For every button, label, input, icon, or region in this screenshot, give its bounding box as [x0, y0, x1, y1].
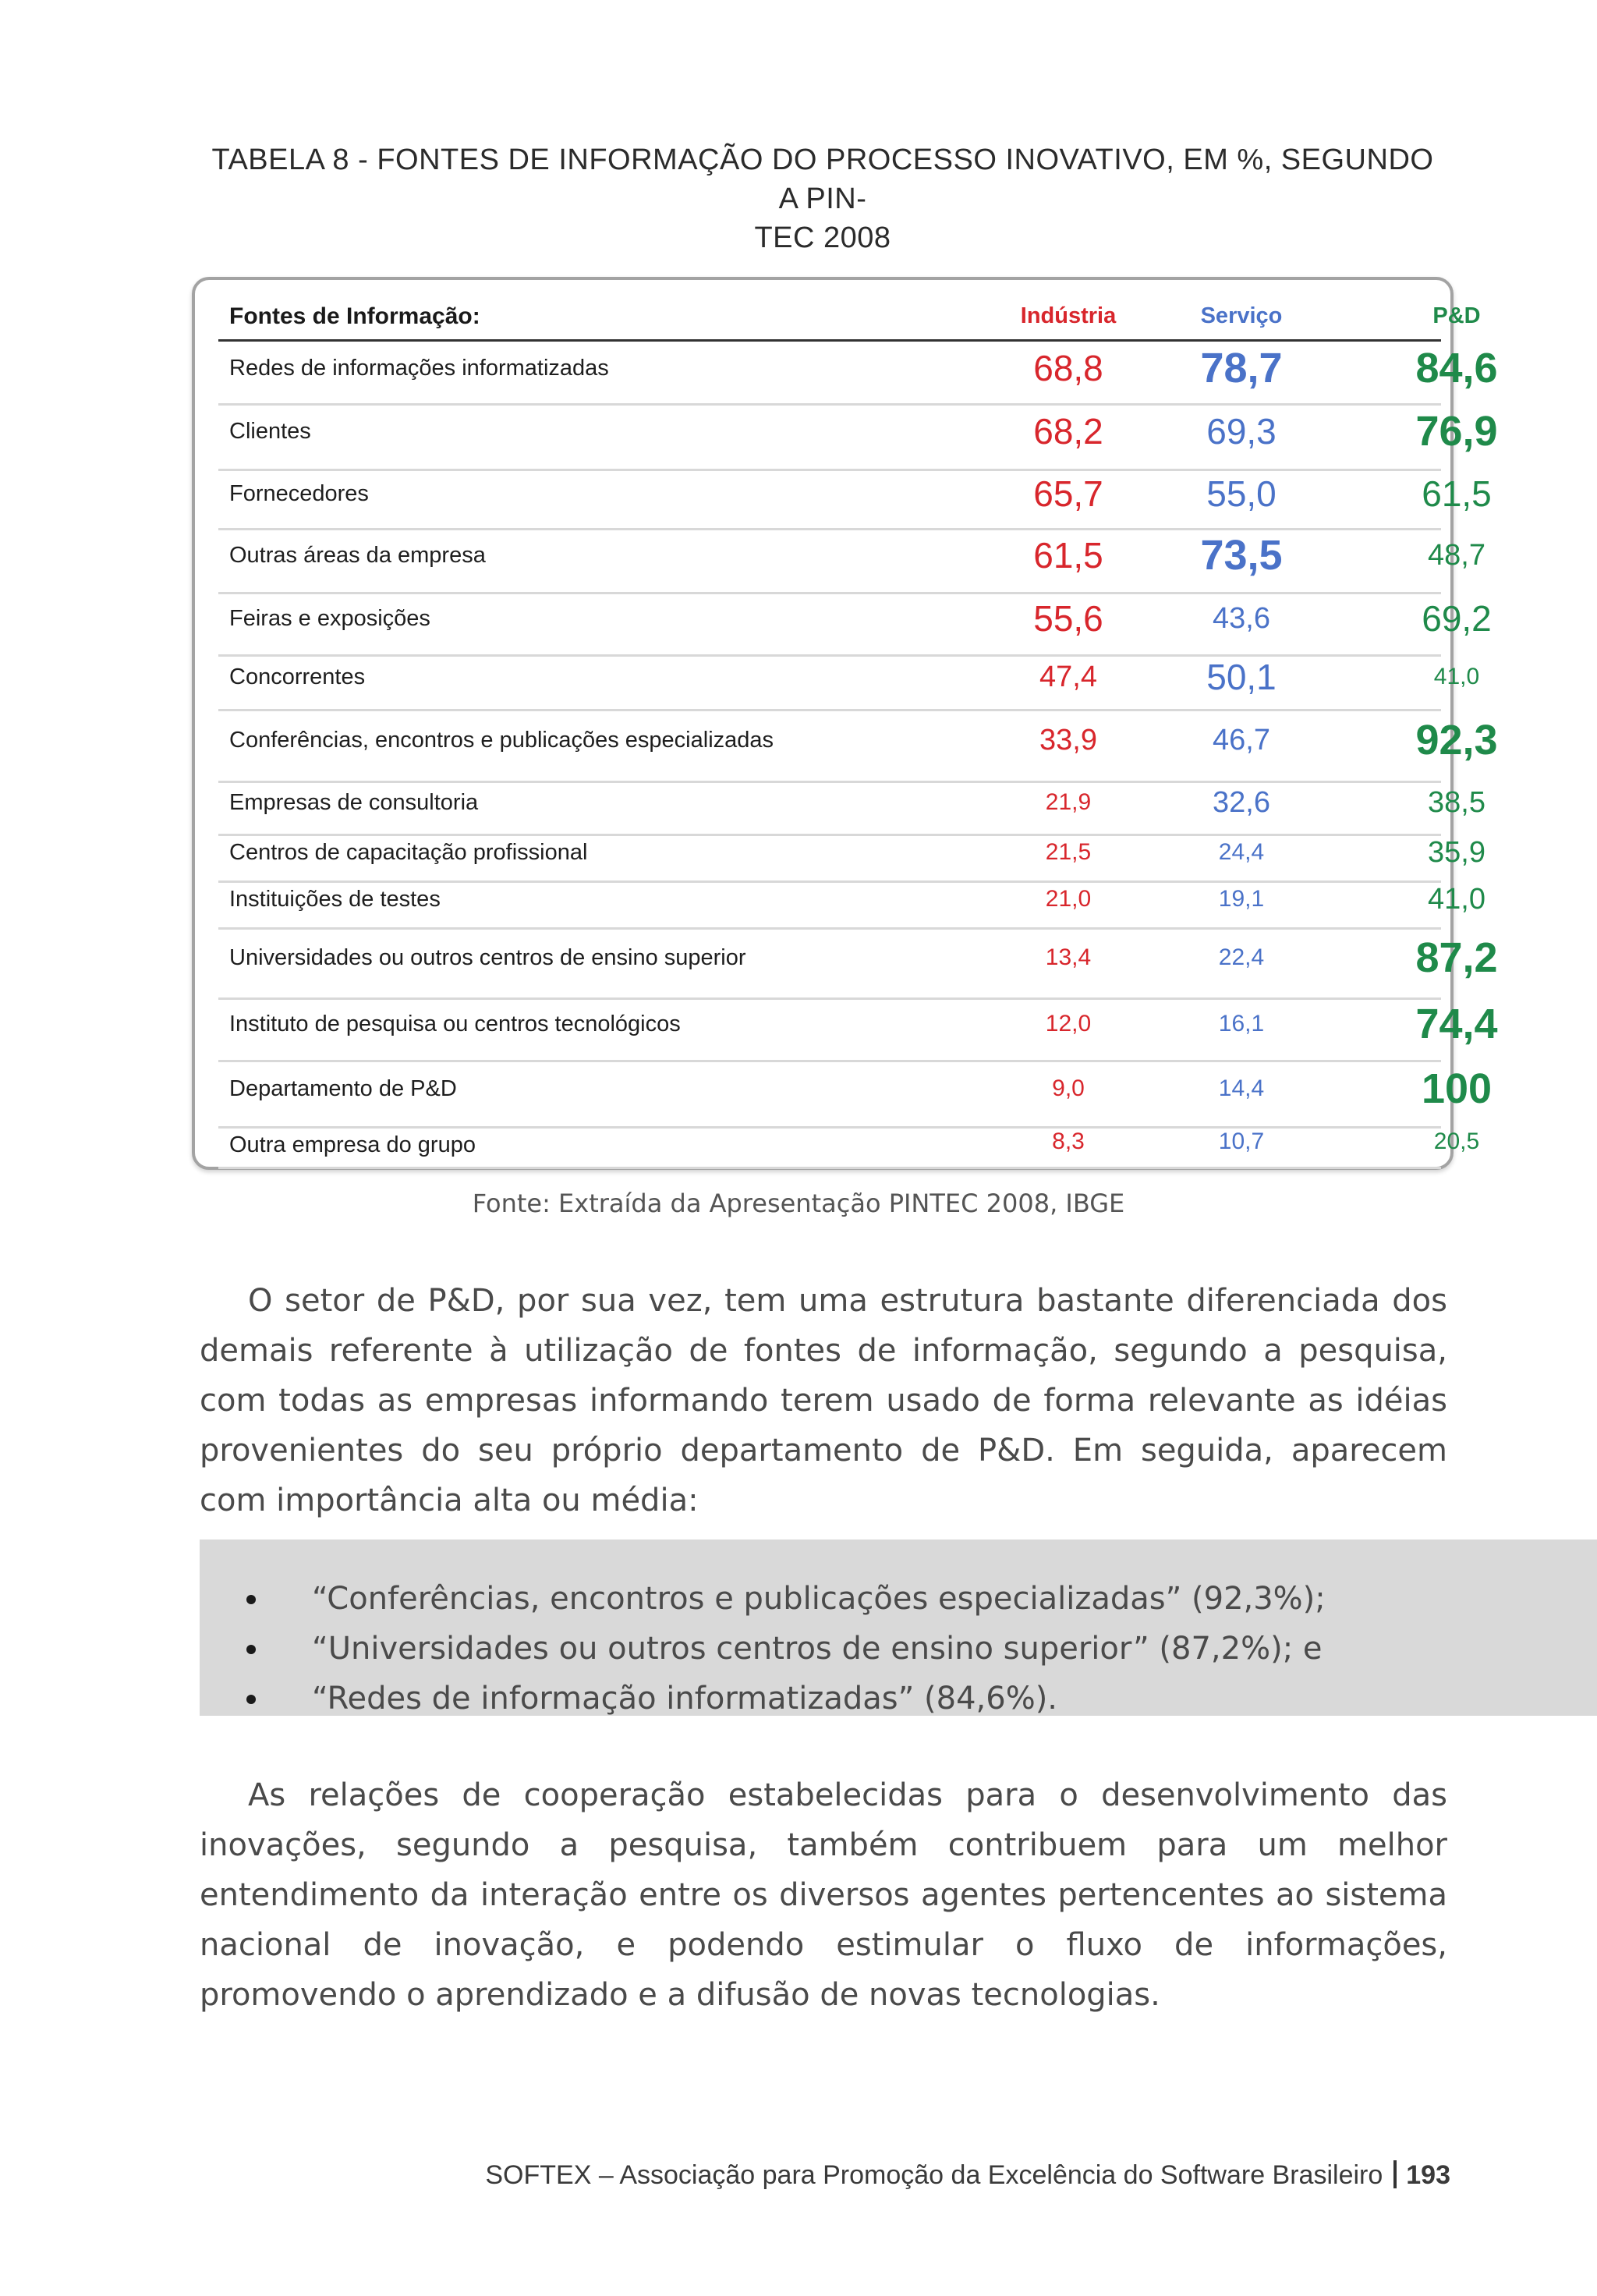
list-item	[246, 1674, 1326, 1724]
cell-servico: 78,7	[1200, 345, 1283, 392]
column-header-servico: Serviço	[1200, 303, 1283, 328]
row-label: Concorrentes	[229, 664, 366, 689]
cell-pd: 100	[1421, 1065, 1493, 1112]
row-label: Instituições de testes	[229, 887, 441, 912]
row-label: Universidades ou outros centros de ensino superior	[229, 945, 746, 970]
cell-pd: 74,4	[1415, 1001, 1498, 1047]
cell-pd: 84,6	[1415, 345, 1498, 392]
cell-pd: 41,0	[1428, 883, 1485, 916]
cell-pd: 87,2	[1415, 934, 1498, 981]
cell-servico: 24,4	[1218, 839, 1265, 865]
header-rule	[218, 339, 1441, 342]
row-label: Empresas de consultoria	[229, 790, 479, 815]
table-row	[218, 654, 1480, 711]
paragraph-2-text: As relações de cooperação estabelecidas para o desenvolvimento das inovações, segundo a pesquisa, também contribuem para um melhor entendimento da interação entre os diversos agentes pertencentes ao sistema nacional de inovação, e podendo estimular o fluxo de informações, promovendo o aprendizado e a difusão de novas tecnologias.	[200, 1777, 1447, 2013]
row-label: Outras áreas da empresa	[229, 543, 486, 568]
list-item	[246, 1574, 1326, 1624]
source-note: Fonte: Extraída da Apresentação PINTEC 2008, IBGE	[472, 1189, 1125, 1218]
cell-industria: 65,7	[1033, 473, 1103, 514]
cell-industria: 21,0	[1045, 886, 1092, 912]
table-caption	[199, 140, 1447, 257]
table-row	[218, 1060, 1493, 1129]
cell-industria: 21,5	[1045, 839, 1092, 865]
table-row	[218, 528, 1485, 594]
table-row	[218, 1126, 1480, 1169]
page-footer	[485, 2160, 1450, 2191]
list-item	[246, 1624, 1326, 1674]
cell-industria: 68,8	[1033, 348, 1103, 388]
caption-line-2: TEC 2008	[754, 221, 891, 254]
cell-servico: 46,7	[1213, 724, 1270, 756]
cell-pd: 41,0	[1433, 664, 1480, 689]
row-label: Feiras e exposições	[229, 606, 430, 631]
cell-servico: 14,4	[1218, 1075, 1265, 1101]
caption-line-1: TABELA 8 - FONTES DE INFORMAÇÃO DO PROCESSO INOVATIVO, EM %, SEGUNDO A PIN-	[211, 144, 1434, 215]
highlight-box	[200, 1540, 1597, 1716]
cell-pd: 69,2	[1422, 598, 1492, 639]
cell-pd: 20,5	[1433, 1129, 1480, 1154]
table-row	[218, 781, 1485, 836]
bullet-text: “Universidades ou outros centros de ensino superior” (87,2%); e	[312, 1631, 1323, 1667]
footer-separator	[1393, 2160, 1397, 2188]
cell-industria: 13,4	[1045, 944, 1092, 970]
cell-industria: 8,3	[1052, 1129, 1085, 1154]
row-label: Redes de informações informatizadas	[229, 356, 609, 381]
cell-servico: 69,3	[1206, 411, 1277, 452]
cell-industria: 33,9	[1039, 724, 1097, 756]
row-label: Outra empresa do grupo	[229, 1132, 476, 1157]
cell-pd: 35,9	[1428, 836, 1485, 869]
table-row	[218, 469, 1492, 530]
cell-pd: 76,9	[1415, 408, 1498, 455]
paragraph-1-text: O setor de P&D, por sua vez, tem uma estrutura bastante diferenciada dos demais referente à utilização de fontes de informação, segundo a pesquisa, com todas as empresas informando terem usado de forma relevante as idéias provenientes do seu próprio departamento de P&D. Em seguida, aparecem com importância alta ou média:	[200, 1283, 1447, 1518]
bullet-icon	[246, 1645, 256, 1654]
table-row	[218, 927, 1498, 1000]
cell-industria: 12,0	[1045, 1011, 1092, 1036]
row-label: Conferências, encontros e publicações especializadas	[229, 728, 774, 753]
row-label: Centros de capacitação profissional	[229, 840, 588, 865]
table-row	[218, 880, 1485, 930]
bullet-text: “Redes de informação informatizadas” (84,6%).	[312, 1681, 1058, 1717]
table-row	[218, 709, 1498, 783]
cell-industria: 47,4	[1039, 661, 1097, 693]
cell-servico: 73,5	[1200, 532, 1283, 579]
table-row	[218, 997, 1498, 1062]
cell-industria: 9,0	[1052, 1075, 1085, 1101]
bullet-icon	[246, 1595, 256, 1604]
table-row	[218, 592, 1492, 657]
row-label: Departamento de P&D	[229, 1076, 457, 1101]
row-label: Fornecedores	[229, 481, 369, 506]
row-label: Clientes	[229, 419, 311, 444]
cell-servico: 43,6	[1213, 602, 1270, 635]
cell-servico: 19,1	[1218, 886, 1265, 912]
column-header-pd: P&D	[1432, 303, 1481, 328]
cell-pd: 92,3	[1415, 717, 1498, 764]
bullet-list	[246, 1574, 1326, 1724]
column-header-industria: Indústria	[1020, 303, 1117, 328]
cell-pd: 38,5	[1428, 786, 1485, 819]
footer-text: SOFTEX – Associação para Promoção da Excelência do Software Brasileiro	[485, 2160, 1383, 2190]
cell-industria: 68,2	[1033, 411, 1103, 452]
table-row	[218, 342, 1498, 406]
cell-pd: 48,7	[1428, 539, 1485, 572]
cell-pd: 61,5	[1422, 473, 1492, 514]
cell-industria: 55,6	[1033, 598, 1103, 639]
bullet-text: “Conferências, encontros e publicações especializadas” (92,3%);	[312, 1581, 1326, 1617]
cell-servico: 16,1	[1218, 1011, 1265, 1036]
cell-servico: 10,7	[1218, 1129, 1265, 1154]
cell-servico: 50,1	[1206, 657, 1277, 697]
cell-servico: 22,4	[1218, 944, 1265, 970]
row-label: Instituto de pesquisa ou centros tecnológicos	[229, 1012, 681, 1036]
data-table	[192, 277, 1498, 1170]
paragraph-2	[200, 1770, 1447, 2020]
table-row	[218, 403, 1498, 471]
cell-industria: 61,5	[1033, 535, 1103, 576]
header-label: Fontes de Informação:	[229, 303, 480, 329]
table-header	[195, 280, 1481, 342]
cell-servico: 55,0	[1206, 473, 1277, 514]
cell-industria: 21,9	[1045, 789, 1092, 815]
table-row	[218, 834, 1485, 883]
page-number: 193	[1406, 2160, 1450, 2190]
bullet-icon	[246, 1695, 256, 1704]
cell-servico: 32,6	[1213, 786, 1270, 819]
paragraph-1	[200, 1276, 1447, 1525]
